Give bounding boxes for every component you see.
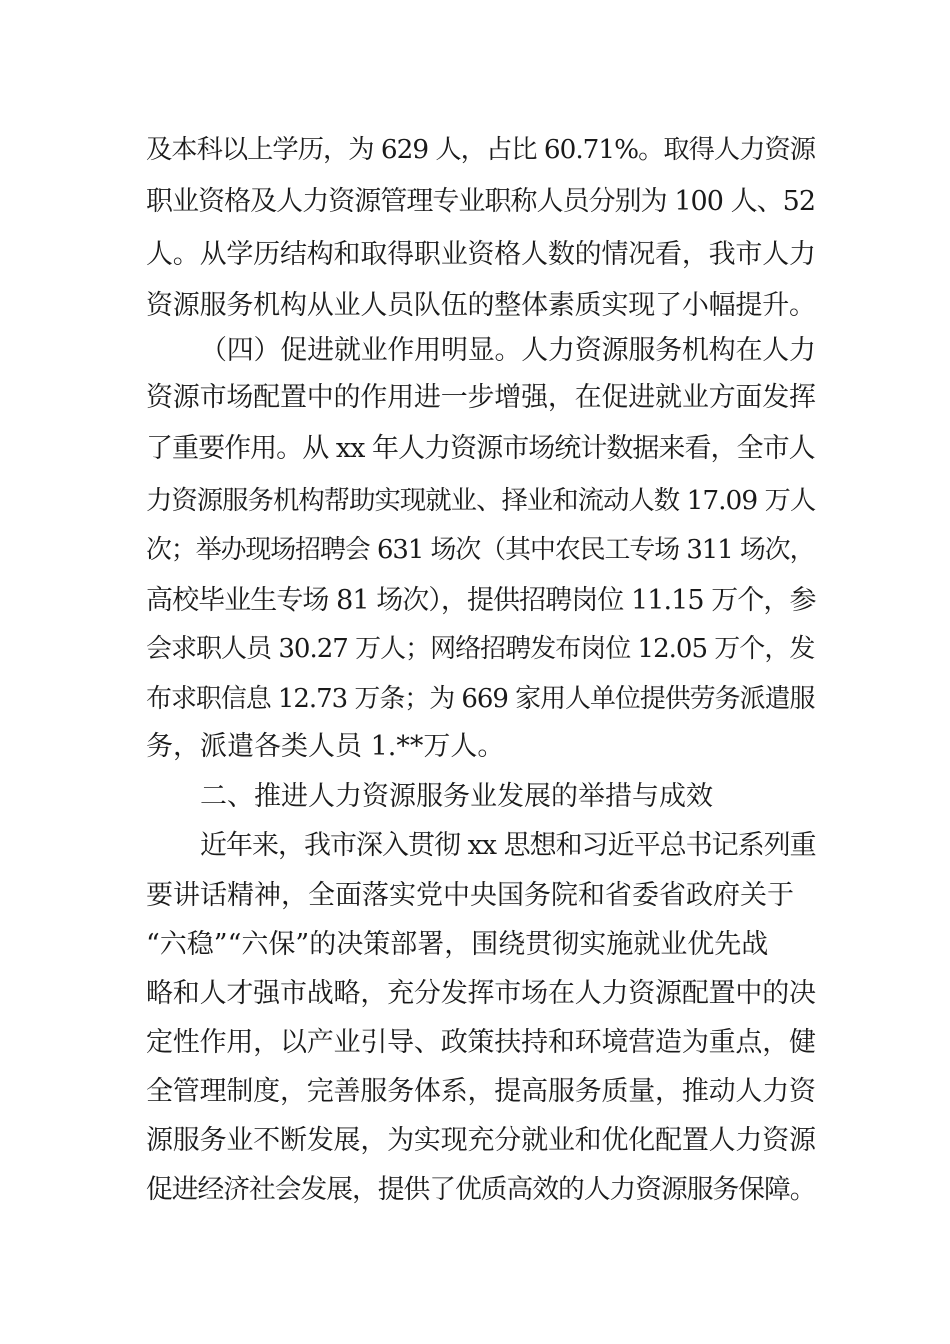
paragraph-line: 会求职人员 30.27 万人；网络招聘发布岗位 12.05 万个，发 xyxy=(146,634,815,664)
paragraph-line: 资源服务机构从业人员队伍的整体素质实现了小幅提升。 xyxy=(146,290,816,321)
paragraph-line: 高校毕业生专场 81 场次），提供招聘岗位 11.15 万个，参 xyxy=(146,585,816,616)
paragraph-line: 了重要作用。从 xx 年人力资源市场统计数据来看，全市人 xyxy=(146,433,815,464)
paragraph-line: 资源市场配置中的作用进一步增强，在促进就业方面发挥 xyxy=(146,382,816,413)
paragraph-line: 人。从学历结构和取得职业资格人数的情况看，我市人力 xyxy=(146,239,816,270)
paragraph-line: 略和人才强市战略，充分发挥市场在人力资源配置中的决 xyxy=(146,978,816,1009)
section-title: 二、推进人力资源服务业发展的举措与成效 xyxy=(200,781,713,812)
paragraph-line: 布求职信息 12.73 万条；为 669 家用人单位提供劳务派遣服 xyxy=(146,684,815,714)
paragraph-line: 促进经济社会发展，提供了优质高效的人力资源服务保障。 xyxy=(146,1174,816,1205)
section-heading-line: （四）促进就业作用明显。人力资源服务机构在人力 xyxy=(200,335,816,366)
paragraph-line: 力资源服务机构帮助实现就业、择业和流动人数 17.09 万人 xyxy=(146,485,816,516)
paragraph-line: 近年来，我市深入贯彻 xx 思想和习近平总书记系列重 xyxy=(200,830,816,861)
paragraph-line: 务，派遣各类人员 1.**万人。 xyxy=(146,731,505,762)
paragraph-line: 要讲话精神，全面落实党中央国务院和省委省政府关于 xyxy=(146,880,794,911)
paragraph-line: 定性作用，以产业引导、政策扶持和环境营造为重点，健 xyxy=(146,1027,816,1058)
paragraph-line: 职业资格及人力资源管理专业职称人员分别为 100 人、52 xyxy=(146,186,816,217)
paragraph-line: “六稳”“六保”的决策部署，围绕贯彻实施就业优先战 xyxy=(146,929,769,960)
paragraph-line: 次；举办现场招聘会 631 场次（其中农民工专场 311 场次， xyxy=(146,535,815,565)
paragraph-line: 及本科以上学历，为 629 人，占比 60.71%。取得人力资源 xyxy=(146,135,816,165)
paragraph-line: 源服务业不断发展，为实现充分就业和优化配置人力资源 xyxy=(146,1125,816,1156)
paragraph-line: 全管理制度，完善服务体系，提高服务质量，推动人力资 xyxy=(146,1076,816,1107)
